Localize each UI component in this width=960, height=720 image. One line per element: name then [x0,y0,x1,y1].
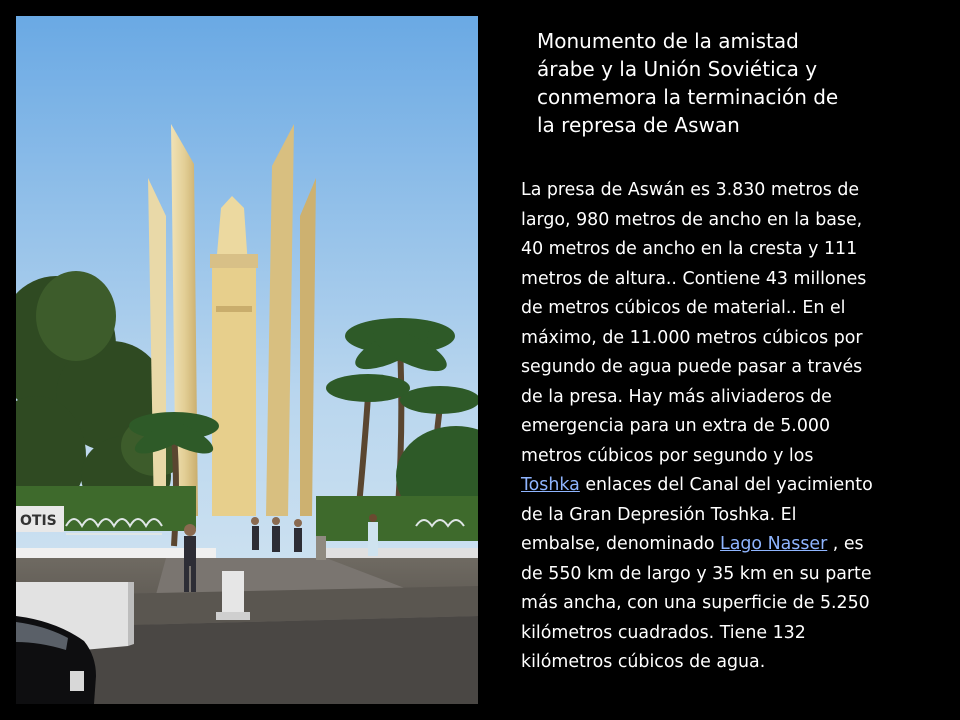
body-line: de la presa. Hay más aliviaderos de [521,386,832,407]
body-line-text: embalse, denominado [521,534,721,554]
body-line [521,471,941,501]
title-line: Monumento de la amistad [537,29,799,53]
slide-title [537,27,937,139]
monument-illustration [16,16,478,704]
body-line: kilómetros cuadrados. Tiene 132 [521,622,806,643]
title-line: árabe y la Unión Soviética y [537,57,818,81]
body-line: 40 metros de ancho en la cresta y 111 [521,239,858,259]
body-line: metros cúbicos por segundo y los [521,445,814,466]
body-line: de la Gran Depresión Toshka. El [521,504,797,525]
body-line-text: , es [827,534,864,554]
lago-nasser-link[interactable]: Lago Nasser [720,534,828,554]
body-line: de 550 km de largo y 35 km en su parte [521,563,872,584]
body-line: emergencia para un extra de 5.000 [521,416,831,436]
body-line: más ancha, con una superficie de 5.250 [521,593,870,613]
photo-sign-text: OTIS [20,513,57,529]
body-line: La presa de Aswán es 3.830 metros de [521,180,860,200]
body-line: metros de altura.. Contiene 43 millones [521,268,867,289]
toshka-link[interactable]: Toshka [521,475,580,495]
body-line: máximo, de 11.000 metros cúbicos por [521,327,863,348]
body-line-text: enlaces del Canal del yacimiento [579,475,873,495]
title-line: la represa de Aswan [537,113,740,137]
description-text [521,176,941,678]
body-line: kilómetros cúbicos de agua. [521,652,766,672]
body-line: segundo de agua puede pasar a través [521,357,863,377]
body-line: largo, 980 metros de ancho en la base, [521,209,863,230]
body-line [521,530,941,560]
title-line: conmemora la terminación de [537,85,839,109]
body-line: de metros cúbicos de material.. En el [521,298,846,318]
monument-photo [16,16,478,704]
